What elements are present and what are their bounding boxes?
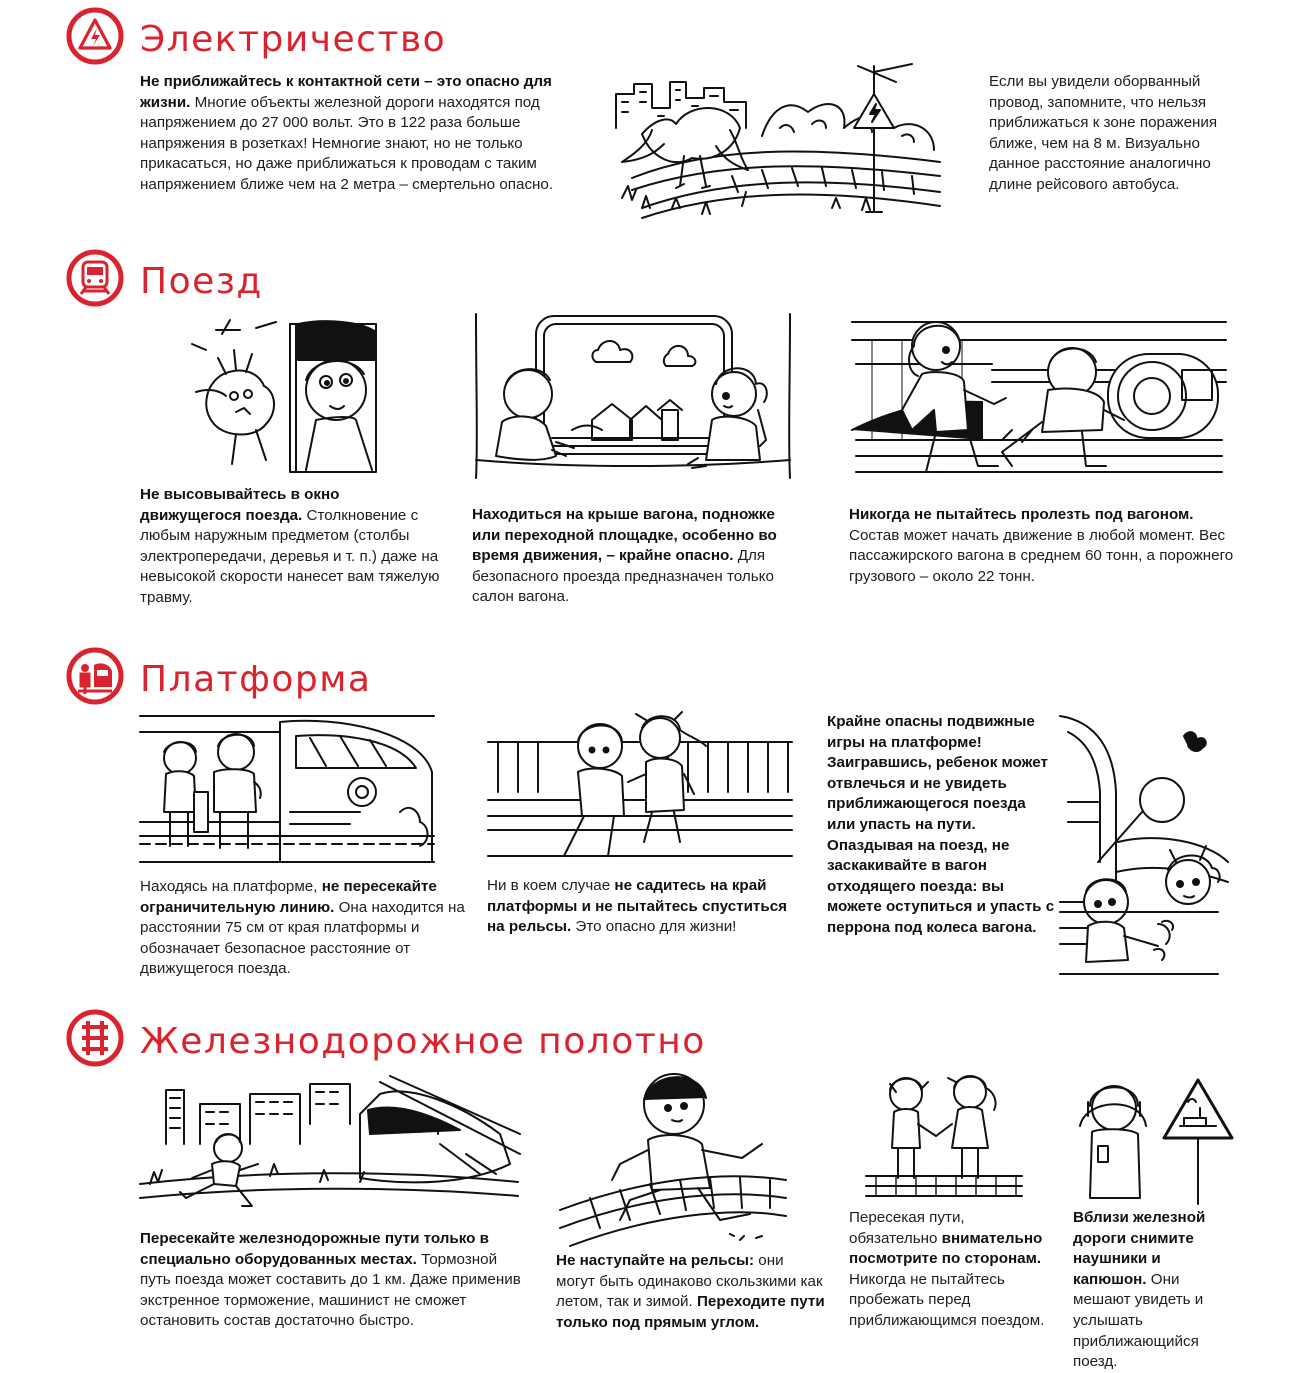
track-crossing-bold: Пересекайте железнодорожные пути только в специально оборудованных местах. xyxy=(140,1230,489,1268)
section-title-train: Поезд xyxy=(140,261,263,302)
railway-track-icon xyxy=(66,1009,124,1067)
platform-edge-bold: не садитесь на край платформы и не пытайтесь спуститься на рельсы. xyxy=(487,877,788,936)
track-rails-bold-2: Переходите пути только под прямым углом. xyxy=(556,1293,825,1331)
train-window-detail: Столкновение с любым наружным предметом (столбы электропередачи, деревья и т. п.) даже на невысокой скорости нанесет вам тяжелую травму. xyxy=(140,506,440,606)
track-look-detail: Никогда не пытайтесь пробежать перед приближающимся поездом. xyxy=(849,1270,1045,1329)
track-headphones-bold: Вблизи железной дороги снимите наушники и капюшон. xyxy=(1073,1209,1206,1288)
platform-line-detail: Она находится на расстоянии 75 см от края платформы и обозначает безопасное расстояние от движущегося поезда. xyxy=(140,898,465,978)
platform-edge-lead: Ни в коем случае xyxy=(487,877,615,894)
section-title-electricity: Электричество xyxy=(140,19,447,60)
illustration-boy-running-train xyxy=(140,1074,520,1224)
electricity-text-side: Если вы увидели оборванный провод, запомните, что нельзя приближаться к зоне поражения ближе, чем на 8 м. Визуально данное расстояние аналогично длине рейсового автобуса. xyxy=(989,73,1218,193)
track-text-crossing xyxy=(140,1229,530,1332)
train-window-bold: Не высовывайтесь в окно движущегося поезда. xyxy=(140,486,340,524)
illustration-children-in-car xyxy=(472,310,794,480)
platform-text-games xyxy=(827,712,1055,939)
track-rails-bold: Не наступайте на рельсы: xyxy=(556,1252,755,1269)
track-look-bold: внимательно посмотрите по сторонам. xyxy=(849,1229,1043,1268)
illustration-under-wagon xyxy=(852,310,1228,480)
train-text-roof xyxy=(472,505,807,608)
illustration-bird-wires xyxy=(612,58,942,220)
platform-text-line xyxy=(140,877,465,980)
track-text-rails xyxy=(556,1251,826,1333)
illustration-children-platform-line xyxy=(140,712,436,872)
lightning-warning-icon xyxy=(66,7,124,65)
track-look-lead: Пересекая пути, обязательно xyxy=(849,1209,965,1247)
train-under-wagon-detail: Состав может начать движение в любой момент. Вес пассажирского вагона в среднем 60 тонн, а порожнего грузового – около 22 тонн. xyxy=(849,526,1234,585)
track-rails-detail: они могут быть одинаково скользкими как летом, так и зимой. xyxy=(556,1252,823,1311)
train-under-wagon-bold: Никогда не пытайтесь пролезть под вагоном. xyxy=(849,506,1194,523)
electricity-warning-bold: Не приближайтесь к контактной сети – это опасно для жизни. xyxy=(140,73,552,111)
train-icon xyxy=(66,249,124,307)
track-headphones-detail: Они мешают увидеть и услышать приближающийся поезд. xyxy=(1073,1270,1204,1371)
illustration-children-playing-platform xyxy=(1058,712,1230,980)
train-text-window xyxy=(140,485,440,609)
section-title-track: Железнодорожное полотно xyxy=(140,1021,706,1062)
track-crossing-detail: Тормозной путь поезда может составить до 1 км. Даже применив экстренное торможение, машинист не сможет остановить состав достаточно быстро. xyxy=(140,1250,521,1330)
illustration-boy-slipping-rails xyxy=(560,1070,786,1250)
platform-line-lead: Находясь на платформе, xyxy=(140,878,322,895)
illustration-children-platform-edge xyxy=(488,712,794,872)
train-roof-detail: Для безопасного проезда предназначен только салон вагона. xyxy=(472,547,774,606)
track-text-headphones xyxy=(1073,1208,1233,1373)
section-title-platform: Платформа xyxy=(140,659,372,700)
platform-edge-detail: Это опасно для жизни! xyxy=(571,918,737,936)
illustration-children-holding-hands xyxy=(866,1072,1024,1202)
platform-text-edge xyxy=(487,876,802,938)
platform-line-bold: не пересекайте ограничительную линию. xyxy=(140,878,437,916)
track-text-look xyxy=(849,1208,1049,1332)
platform-icon xyxy=(66,647,124,705)
illustration-boy-window xyxy=(186,320,380,475)
train-text-under-wagon xyxy=(849,505,1234,587)
electricity-text-main xyxy=(140,72,580,196)
platform-games-bold: Крайне опасны подвижные игры на платформе! Заигравшись, ребенок может отвлечься и не увидеть приближающегося поезда или упасть на пути. Опаздывая на поезд, не заскакивайте в вагон отходящего поезда: вы можете оступиться и упасть с перрона под колеса вагона. xyxy=(827,713,1055,936)
electricity-warning-detail: Многие объекты железной дороги находятся под напряжением до 27 000 вольт. Это в 122 раза больше напряжения в розетках! Немногие знают, но не только прикасаться, но даже приближаться к проводам с таким напряжением ближе чем на 2 метра – смертельно опасно. xyxy=(140,93,554,193)
illustration-girl-headphones-sign xyxy=(1068,1072,1236,1206)
train-roof-bold: Находиться на крыше вагона, подножке или переходной площадке, особенно во время движения, – крайне опасно. xyxy=(472,506,777,565)
